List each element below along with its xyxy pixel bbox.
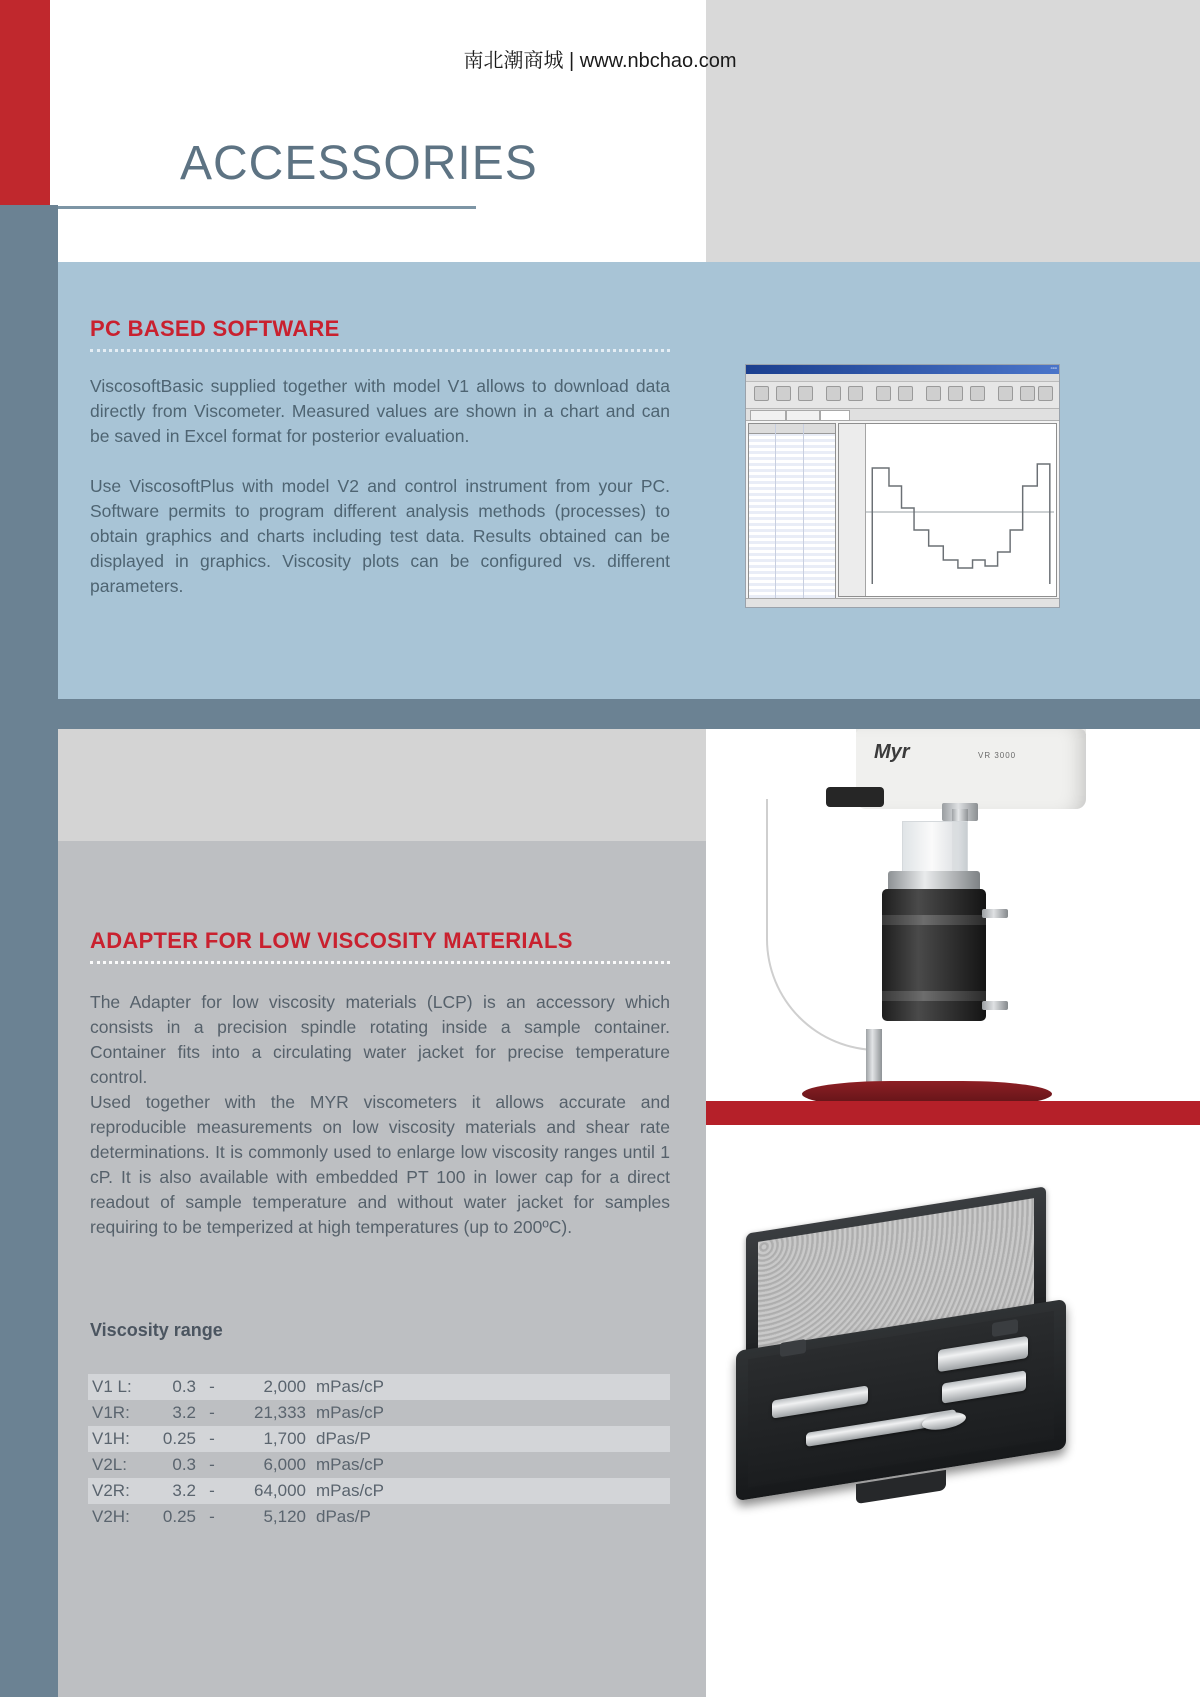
- screenshot-data-grid: [748, 423, 836, 608]
- toolbar-icon-11: [998, 386, 1013, 401]
- screenshot-tab-3: [820, 410, 850, 421]
- chart-step-line: [866, 434, 1054, 594]
- software-paragraph-2: Use ViscosoftPlus with model V2 and control instrument from your PC. Software permits to program different analysis methods (processes) to obtain graphics and charts including test data. Results obtained can be displayed in graphics. Viscosity plots can be configured vs. different parameters.: [90, 476, 670, 596]
- chart-plot-area: [866, 434, 1054, 594]
- row-unit: dPas/P: [316, 1507, 371, 1526]
- screenshot-tabstrip: [746, 409, 1059, 421]
- row-min: 3.2: [172, 1403, 196, 1422]
- row-model: V2R:: [92, 1481, 130, 1500]
- light-gray-band: [58, 729, 706, 841]
- site-header: 南北潮商城 | www.nbchao.com: [463, 50, 737, 72]
- adapter-paragraph-1: The Adapter for low viscosity materials (LCP) is an accessory which consists in a precision spindle rotating inside a sample container. Container fits into a circulating water jacket for precise temperature control.: [90, 992, 670, 1087]
- screenshot-statusbar: [746, 598, 1059, 608]
- row-dash: -: [209, 1429, 215, 1448]
- screenshot-menubar: [746, 374, 1059, 382]
- software-paragraph-1: ViscosoftBasic supplied together with model V1 allows to download data directly from Viscometer. Measured values are shown in a chart and can be saved in Excel format for posterior evaluation.: [90, 376, 670, 446]
- row-model: V2L:: [92, 1455, 127, 1474]
- row-dash: -: [209, 1507, 215, 1526]
- row-max: 6,000: [263, 1455, 306, 1474]
- row-model: V2H:: [92, 1507, 130, 1526]
- grid-header: [749, 424, 835, 434]
- row-max: 21,333: [254, 1403, 306, 1422]
- page-title: ACCESSORIES: [180, 137, 538, 190]
- toolbar-icon-5: [848, 386, 863, 401]
- row-model: V1R:: [92, 1403, 130, 1422]
- grid-rows: [749, 433, 835, 608]
- toolbar-icon-8: [926, 386, 941, 401]
- software-screenshot: [745, 364, 1060, 608]
- table-row: [88, 1426, 670, 1452]
- screenshot-toolbar: [746, 382, 1059, 409]
- toolbar-icon-7: [898, 386, 913, 401]
- row-min: 0.25: [162, 1507, 196, 1526]
- adapter-heading-rule: [90, 961, 670, 964]
- jacket-nozzle-top: [982, 909, 1008, 918]
- row-max: 64,000: [254, 1481, 306, 1500]
- row-unit: mPas/cP: [316, 1377, 385, 1396]
- jacket-nozzle-bottom: [982, 1001, 1008, 1010]
- jacket-ring-bottom: [882, 991, 986, 1001]
- adapter-paragraph-2: Used together with the MYR viscometers it allows accurate and reproducible measurements on low viscosity materials and shear rate determinations. It is commonly used to enlarge low viscosity ranges until 1 cP. It is also available with embedded PT 100 in lower cap for a direct readout of sample temperature and without water jacket for samples requiring to be temperized at high temperatures (up to 200ºC).: [90, 1092, 670, 1237]
- header-gray-block: [706, 0, 1200, 262]
- red-divider-bar: [706, 1101, 1200, 1125]
- row-min: 3.2: [172, 1481, 196, 1500]
- adapter-water-jacket: [882, 889, 986, 1021]
- row-dash: -: [209, 1481, 215, 1500]
- row-model: V1H:: [92, 1429, 130, 1448]
- software-panel-footer: [58, 699, 1200, 729]
- toolbar-icon-6: [876, 386, 891, 401]
- viscosity-range-title: Viscosity range: [90, 1320, 223, 1340]
- chart-title-bar: [839, 426, 1056, 432]
- row-unit: mPas/cP: [316, 1481, 385, 1500]
- left-slate-bar: [0, 205, 58, 1697]
- toolbar-icon-13: [1038, 386, 1053, 401]
- row-min: 0.25: [162, 1429, 196, 1448]
- toolbar-icon-12: [1020, 386, 1035, 401]
- screenshot-chart: [838, 423, 1057, 597]
- viscosity-range-table: [88, 1374, 670, 1530]
- row-min: 0.3: [172, 1377, 196, 1396]
- jacket-ring-top: [882, 915, 986, 925]
- spindle-case-photo: [706, 1125, 1200, 1565]
- row-max: 2,000: [263, 1377, 306, 1396]
- toolbar-icon-1: [754, 386, 769, 401]
- row-dash: -: [209, 1377, 215, 1396]
- table-row: [88, 1504, 670, 1530]
- adapter-section: [90, 928, 670, 1240]
- title-underline: [58, 206, 476, 209]
- screenshot-tab-1: [750, 410, 786, 421]
- row-unit: mPas/cP: [316, 1455, 385, 1474]
- row-dash: -: [209, 1455, 215, 1474]
- software-heading: PC BASED SOFTWARE: [90, 316, 340, 341]
- table-row: [88, 1478, 670, 1504]
- screenshot-body: [746, 421, 1059, 608]
- left-red-tab: [0, 0, 50, 205]
- row-model: V1 L:: [92, 1377, 132, 1396]
- grid-col-divider-1: [775, 424, 776, 608]
- adapter-heading: ADAPTER FOR LOW VISCOSITY MATERIALS: [90, 928, 573, 953]
- viscometer-model-label: VR 3000: [978, 751, 1017, 760]
- row-max: 5,120: [263, 1507, 306, 1526]
- software-heading-rule: [90, 349, 670, 352]
- software-section: [90, 316, 670, 599]
- toolbar-icon-10: [970, 386, 985, 401]
- viscometer-base: [802, 1081, 1052, 1101]
- screenshot-titlebar: [746, 365, 1059, 374]
- viscometer-photo: [706, 729, 1200, 1101]
- toolbar-icon-4: [826, 386, 841, 401]
- header-white-block: [50, 0, 706, 262]
- left-white-strip: [50, 0, 58, 205]
- chart-y-axis: [839, 424, 866, 596]
- row-dash: -: [209, 1403, 215, 1422]
- viscometer-brand-label: Myr: [874, 741, 910, 763]
- row-unit: mPas/cP: [316, 1403, 385, 1422]
- toolbar-icon-3: [798, 386, 813, 401]
- table-row: [88, 1374, 670, 1400]
- grid-col-divider-2: [803, 424, 804, 608]
- row-unit: dPas/P: [316, 1429, 371, 1448]
- table-row: [88, 1400, 670, 1426]
- row-min: 0.3: [172, 1455, 196, 1474]
- table-row: [88, 1452, 670, 1478]
- screenshot-tab-2: [786, 410, 820, 421]
- toolbar-icon-2: [776, 386, 791, 401]
- screenshot-window-buttons: ▫▫▫: [1050, 366, 1057, 372]
- row-max: 1,700: [263, 1429, 306, 1448]
- toolbar-icon-9: [948, 386, 963, 401]
